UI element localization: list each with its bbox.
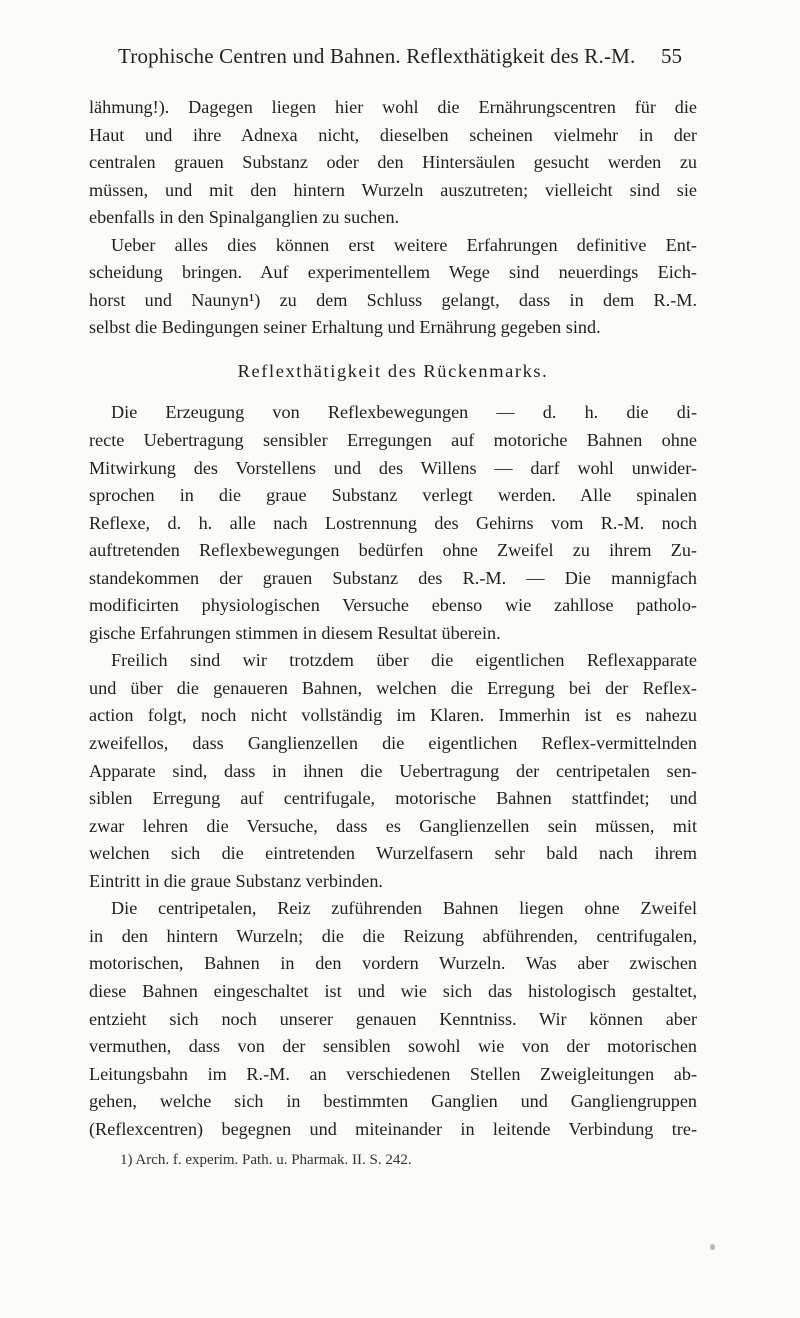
paper-speck <box>710 1244 715 1250</box>
text-line: Reflexe, d. h. alle nach Lostrennung des Gehirns vom R.-M. noch <box>89 512 697 533</box>
text-line: Apparate sind, dass in ihnen die Uebertragung der centripetalen sen- <box>89 760 697 781</box>
footnote: 1) Arch. f. experim. Path. u. Pharmak. II. S. 242. <box>120 1152 412 1168</box>
text-line: modificirten physiologischen Versuche ebenso wie zahllose patholo- <box>89 595 697 616</box>
text-line: welchen sich die eintretenden Wurzelfasern sehr bald nach ihrem <box>89 843 697 864</box>
page-number: 55 <box>661 44 682 68</box>
text-line: Leitungsbahn im R.-M. an verschiedenen Stellen Zweigleitungen ab- <box>89 1063 697 1084</box>
text-line: entzieht sich noch unserer genauen Kenntniss. Wir können aber <box>89 1008 697 1029</box>
text-line: standekommen der grauen Substanz des R.-M. — Die mannigfach <box>89 567 697 588</box>
text-line: horst und Naunyn¹) zu dem Schluss gelangt, dass in dem R.-M. <box>89 289 697 310</box>
section-heading: Reflexthätigkeit des Rückenmarks. <box>237 360 549 381</box>
body-text <box>89 94 697 1143</box>
text-line: ebenfalls in den Spinalganglien zu suchen. <box>89 207 400 228</box>
text-line: zwar lehren die Versuche, dass es Ganglienzellen sein müssen, mit <box>89 815 697 836</box>
running-head <box>0 44 800 74</box>
text-line: lähmung!). Dagegen liegen hier wohl die Ernährungscentren für die <box>89 97 697 117</box>
text-line: Freilich sind wir trotzdem über die eigentlichen Reflexapparate <box>111 650 697 671</box>
text-line: motorischen, Bahnen in den vordern Wurzeln. Was aber zwischen <box>89 953 697 974</box>
text-line: Eintritt in die graue Substanz verbinden. <box>89 870 383 891</box>
text-line: action folgt, noch nicht vollständig im Klaren. Immerhin ist es nahezu <box>89 705 697 726</box>
text-line: gische Erfahrungen stimmen in diesem Resultat überein. <box>89 622 501 643</box>
text-line: Die centripetalen, Reiz zuführenden Bahnen liegen ohne Zweifel <box>111 898 697 919</box>
text-line: selbst die Bedingungen seiner Erhaltung und Ernährung gegeben sind. <box>89 317 601 338</box>
text-line: in den hintern Wurzeln; die die Reizung abführenden, centrifugalen, <box>89 925 697 946</box>
text-line: Ueber alles dies können erst weitere Erfahrungen definitive Ent- <box>111 234 697 255</box>
text-line: auftretenden Reflexbewegungen bedürfen ohne Zweifel zu ihrem Zu- <box>89 540 697 561</box>
text-line: (Reflexcentren) begegnen und miteinander in leitende Verbindung tre- <box>89 1118 697 1139</box>
text-line: centralen grauen Substanz oder den Hintersäulen gesucht werden zu <box>89 152 697 173</box>
text-line: Mitwirkung des Vorstellens und des Willens — darf wohl unwider- <box>89 457 697 478</box>
text-line: Haut und ihre Adnexa nicht, dieselben scheinen vielmehr in der <box>89 124 697 145</box>
text-line: scheidung bringen. Auf experimentellem Wege sind neuerdings Eich- <box>89 262 697 283</box>
text-line: Die Erzeugung von Reflexbewegungen — d. h. die di- <box>111 402 697 423</box>
text-line: vermuthen, dass von der sensiblen sowohl wie von der motorischen <box>89 1036 697 1057</box>
running-head-title: Trophische Centren und Bahnen. Reflexthätigkeit des R.-M. <box>118 44 636 68</box>
text-line: diese Bahnen eingeschaltet ist und wie sich das histologisch gestaltet, <box>89 980 697 1001</box>
text-line: siblen Erregung auf centrifugale, motorische Bahnen stattfindet; und <box>89 788 697 809</box>
text-line: recte Uebertragung sensibler Erregungen auf motoriche Bahnen ohne <box>89 430 697 451</box>
text-line: zweifellos, dass Ganglienzellen die eigentlichen Reflex-vermittelnden <box>89 733 697 754</box>
text-line: müssen, und mit den hintern Wurzeln auszutreten; vielleicht sind sie <box>89 179 697 200</box>
text-line: und über die genaueren Bahnen, welchen die Erregung bei der Reflex- <box>89 677 697 698</box>
text-line: sprochen in die graue Substanz verlegt werden. Alle spinalen <box>89 485 697 506</box>
text-line: gehen, welche sich in bestimmten Ganglien und Gangliengruppen <box>89 1091 697 1112</box>
